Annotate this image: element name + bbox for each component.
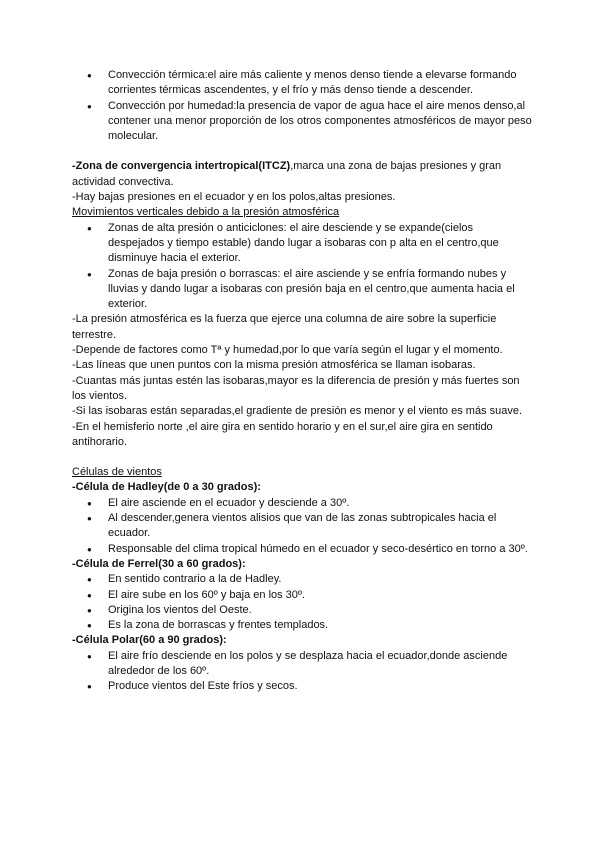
vertical-movements-heading: Movimientos verticales debido a la presión atmosférica (72, 206, 340, 219)
document-body (72, 68, 532, 695)
list-item: ● Origina los vientos del Oeste. (72, 603, 532, 618)
spacer (72, 450, 532, 465)
pressure-paragraph: -Si las isobaras están separadas,el gradiente de presión es menor y el viento es más suave. (72, 405, 523, 418)
pressure-paragraph: -Depende de factores como Tª y humedad,por lo que varía según el lugar y el momento. (72, 344, 503, 357)
list-item: ● El aire frío desciende en los polos y se desplaza hacia el ecuador,donde asciende alrededor de los 60º. (72, 649, 532, 680)
pressure-paragraph: -Cuantas más juntas estén las isobaras,mayor es la diferencia de presión y más fuertes son los vientos. (72, 374, 520, 402)
ferrel-cell-title: -Célula de Ferrel(30 a 60 grados): (72, 557, 246, 570)
ferrel-cell-list (72, 572, 532, 633)
list-item: ● Produce vientos del Este fríos y secos. (72, 679, 532, 694)
itcz-paragraph (72, 159, 532, 190)
itcz-description: ,marca una zona de bajas presiones y gran actividad convectiva. (72, 160, 502, 188)
polar-cell-list (72, 649, 532, 695)
list-item: ● Zonas de alta presión o anticiclones: el aire desciende y se expande(cielos despejados y tiempo estable) dando lugar a isobaras con p alta en el centro,que disminuye hacia el exterior. (72, 221, 532, 267)
convection-list (72, 68, 532, 144)
pressure-paragraph: -La presión atmosférica es la fuerza que ejerce una columna de aire sobre la superficie terrestre. (72, 313, 497, 341)
itcz-term: -Zona de convergencia intertropical(ITCZ) (72, 160, 291, 173)
wind-cells-heading: Células de vientos (72, 466, 162, 479)
list-item: ● El aire sube en los 60º y baja en los 30º. (72, 588, 532, 603)
pressure-paragraph: -En el hemisferio norte ,el aire gira en sentido horario y en el sur,el aire gira en sentido antihorario. (72, 420, 493, 448)
list-item: ● Es la zona de borrascas y frentes templados. (72, 618, 532, 633)
pressure-paragraph: -Las líneas que unen puntos con la misma presión atmosférica se llaman isobaras. (72, 359, 476, 372)
list-item: ● En sentido contrario a la de Hadley. (72, 572, 532, 587)
polar-cell-title: -Célula Polar(60 a 90 grados): (72, 634, 227, 647)
hadley-cell-list (72, 496, 532, 557)
list-item: ● Zonas de baja presión o borrascas: el aire asciende y se enfría formando nubes y lluvias y dando lugar a isobaras con presión baja en el centro,que aumenta hacia el exterior. (72, 267, 532, 313)
pressure-line: -Hay bajas presiones en el ecuador y en los polos,altas presiones. (72, 191, 396, 204)
list-item: ● El aire asciende en el ecuador y desciende a 30º. (72, 496, 532, 511)
hadley-cell-title: -Célula de Hadley(de 0 a 30 grados): (72, 481, 261, 494)
vertical-movements-list (72, 221, 532, 313)
list-item: ● Convección por humedad:la presencia de vapor de agua hace el aire menos denso,al contener una menor proporción de los otros componentes atmosféricos de mayor peso molecular. (72, 99, 532, 145)
spacer (72, 144, 532, 159)
list-item: ● Al descender,genera vientos alisios que van de las zonas subtropicales hacia el ecuador. (72, 511, 532, 542)
list-item: ● Convección térmica:el aire más caliente y menos denso tiende a elevarse formando corrientes térmicas ascendentes, y el frío y más denso tiende a descender. (72, 68, 532, 99)
list-item: ● Responsable del clima tropical húmedo en el ecuador y seco-desértico en torno a 30º. (72, 542, 532, 557)
